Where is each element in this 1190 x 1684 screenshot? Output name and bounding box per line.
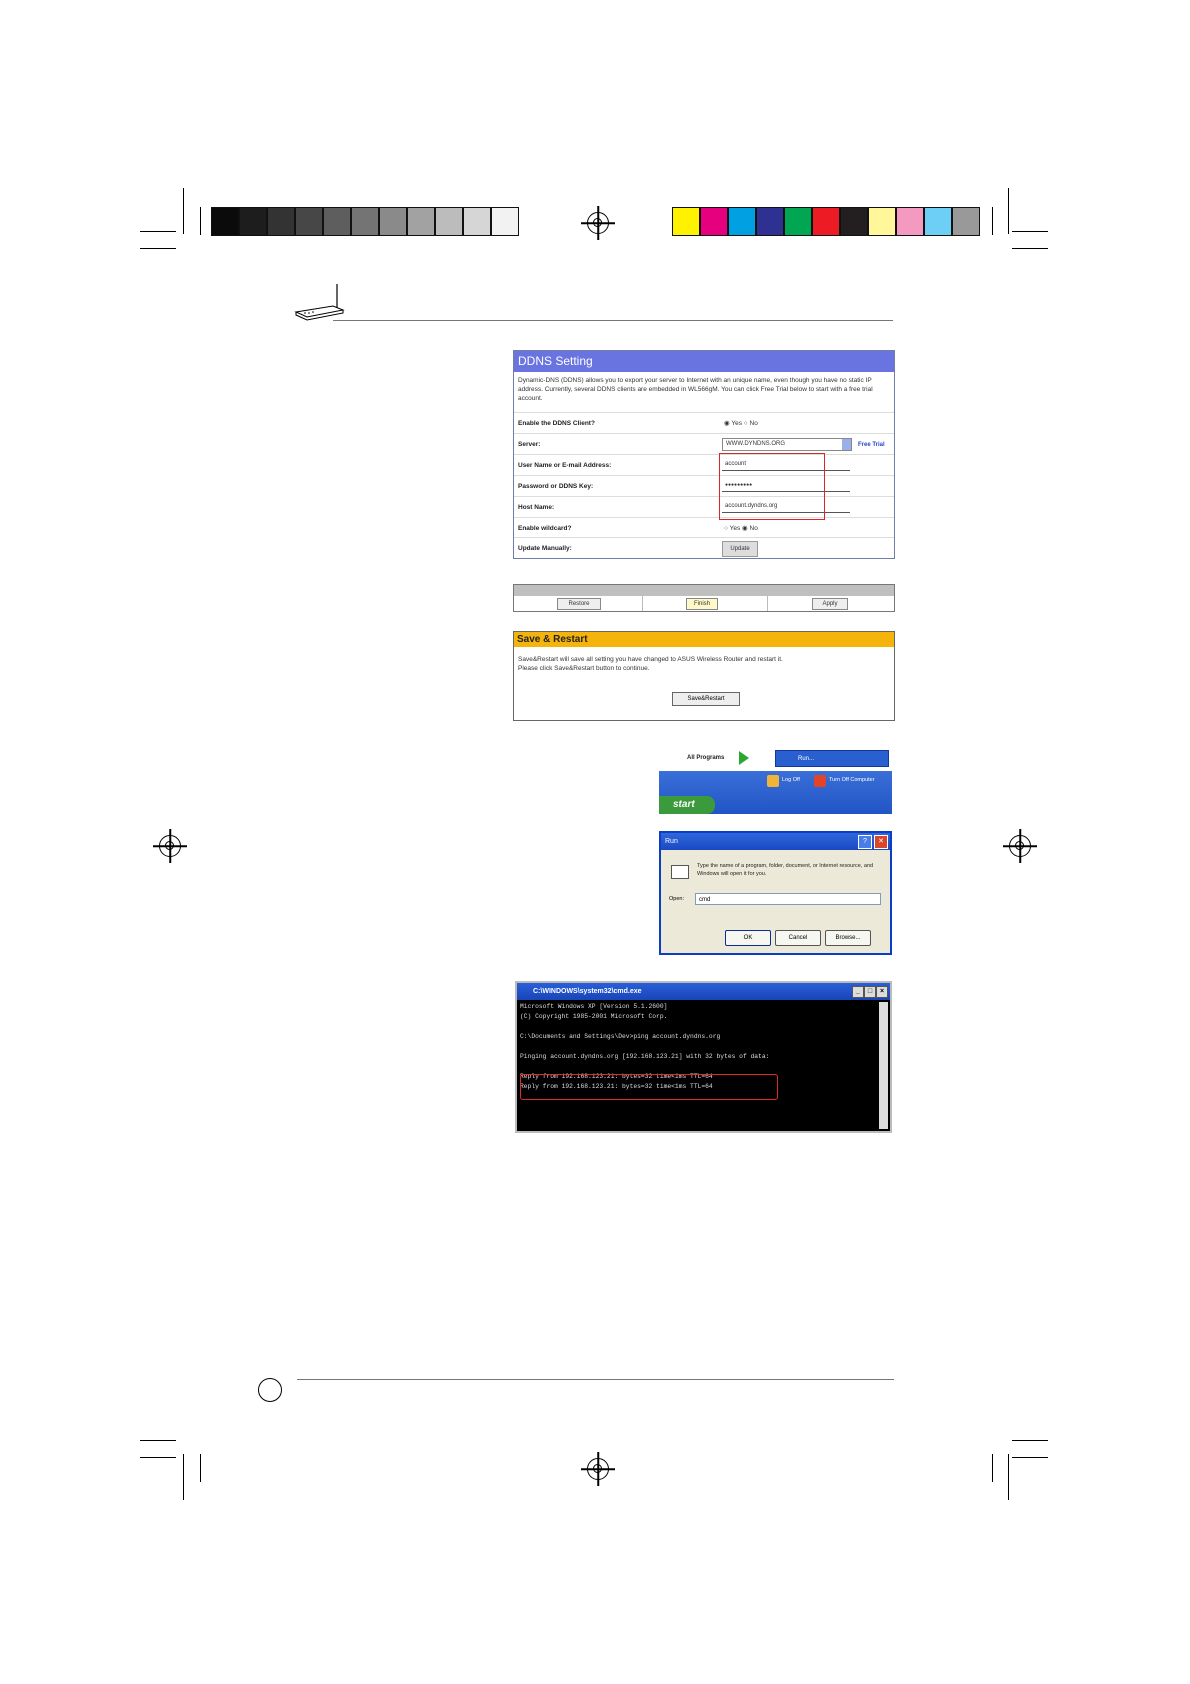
crop-mark — [140, 231, 176, 232]
crop-mark — [1012, 231, 1048, 232]
save-restart-text: Save&Restart will save all setting you have changed to ASUS Wireless Router and restart it. — [518, 656, 783, 663]
maximize-icon[interactable]: □ — [864, 986, 876, 998]
run-dialog — [659, 831, 892, 955]
color-swatch — [239, 207, 267, 236]
run-menu-item[interactable]: Run... — [775, 750, 889, 767]
color-swatch — [924, 207, 952, 236]
registration-mark-icon — [1009, 835, 1031, 857]
cmd-line: Reply from 192.168.123.21: bytes=32 time<1ms TTL=64 — [520, 1073, 713, 1080]
crop-mark — [200, 207, 201, 235]
cmd-line — [520, 1022, 887, 1032]
cmd-line: C:\Documents and Settings\Dev>ping account.dyndns.org — [520, 1033, 721, 1040]
crop-mark — [183, 1454, 184, 1500]
all-programs-item[interactable]: All Programs — [687, 755, 725, 761]
ddns-row-enable: Enable the DDNS Client? ◉ Yes ○ No — [514, 412, 894, 434]
close-icon[interactable]: ✕ — [874, 835, 888, 849]
username-field[interactable]: account — [722, 458, 850, 471]
cmd-line — [520, 1042, 887, 1052]
arrow-right-icon — [739, 751, 749, 765]
hostname-field[interactable]: account.dyndns.org — [722, 500, 850, 513]
crop-mark — [992, 1454, 993, 1482]
cmd-line: Microsoft Windows XP [Version 5.1.2600] — [520, 1003, 668, 1010]
crop-mark — [992, 207, 993, 235]
finish-button[interactable]: Finish — [686, 598, 718, 610]
save-restart-text: Please click Save&Restart button to continue. — [518, 665, 650, 672]
header-rule — [333, 320, 893, 321]
color-swatch — [463, 207, 491, 236]
command-prompt-window — [515, 981, 892, 1133]
router-logo-icon — [293, 282, 345, 322]
browse-button[interactable]: Browse... — [825, 930, 871, 946]
crop-mark — [140, 1440, 176, 1441]
log-off-item[interactable]: Log Off — [782, 777, 800, 783]
minimize-icon[interactable]: _ — [852, 986, 864, 998]
wildcard-radio[interactable]: ○ Yes ◉ No — [724, 525, 758, 532]
action-button-bar — [513, 584, 895, 612]
crop-mark — [1012, 1440, 1048, 1441]
enable-ddns-radio[interactable]: ◉ Yes ○ No — [724, 420, 758, 427]
color-swatch — [351, 207, 379, 236]
ddns-description: Dynamic-DNS (DDNS) allows you to export your server to Internet with an unique name, even though you have no static IP address. Currently, several DDNS clients are embedded in WL566gM. You can click Free Trial below to start with a free trial account. — [518, 377, 873, 402]
save-restart-button[interactable]: Save&Restart — [672, 692, 740, 706]
ddns-row-update: Update Manually: Update — [514, 537, 894, 559]
crop-mark — [183, 188, 184, 234]
ddns-row-hostname: Host Name: account.dyndns.org — [514, 496, 894, 518]
help-icon[interactable]: ? — [858, 835, 872, 849]
crop-mark — [140, 248, 176, 249]
crop-mark — [140, 1457, 176, 1458]
ddns-title: DDNS Setting — [514, 351, 894, 372]
chevron-down-icon — [842, 439, 851, 450]
cmd-title: C:\WINDOWS\system32\cmd.exe — [533, 988, 642, 995]
ok-button[interactable]: OK — [725, 930, 771, 946]
color-swatch — [323, 207, 351, 236]
color-swatch — [728, 207, 756, 236]
run-dialog-title: Run — [665, 838, 678, 845]
highlight-box — [719, 453, 825, 520]
run-message: Type the name of a program, folder, document, or Internet resource, and Windows will open it for you. — [697, 863, 874, 877]
registration-mark-icon — [587, 212, 609, 234]
password-field[interactable]: ●●●●●●●●● — [722, 479, 850, 492]
server-select[interactable]: WWW.DYNDNS.ORG — [722, 438, 852, 451]
color-swatch — [868, 207, 896, 236]
restore-button[interactable]: Restore — [557, 598, 601, 610]
color-swatch — [812, 207, 840, 236]
save-restart-panel — [513, 631, 895, 721]
highlight-box — [520, 1074, 778, 1100]
run-icon — [671, 865, 689, 879]
page-number-circle — [258, 1378, 282, 1402]
color-swatch — [295, 207, 323, 236]
color-swatch — [672, 207, 700, 236]
footer-rule — [297, 1379, 894, 1380]
cmd-line — [520, 1062, 887, 1072]
start-button[interactable]: start — [659, 796, 715, 814]
color-swatch — [379, 207, 407, 236]
crop-mark — [1012, 248, 1048, 249]
cmd-line: Reply from 192.168.123.21: bytes=32 time<1ms TTL=64 — [520, 1083, 713, 1090]
color-swatch — [952, 207, 980, 236]
cmd-line: (C) Copyright 1985-2001 Microsoft Corp. — [520, 1013, 668, 1020]
start-menu — [659, 747, 892, 814]
color-swatch — [756, 207, 784, 236]
registration-mark-icon — [587, 1458, 609, 1480]
scrollbar[interactable] — [879, 1002, 888, 1129]
color-swatch — [840, 207, 868, 236]
crop-mark — [200, 1454, 201, 1482]
turn-off-item[interactable]: Turn Off Computer — [829, 777, 875, 783]
open-label: Open: — [669, 896, 684, 902]
power-icon — [814, 775, 826, 787]
apply-button[interactable]: Apply — [812, 598, 848, 610]
cmd-line: Pinging account.dyndns.org [192.168.123.21] with 32 bytes of data: — [520, 1053, 770, 1060]
color-swatch — [211, 207, 239, 236]
color-swatch — [896, 207, 924, 236]
registration-mark-icon — [159, 835, 181, 857]
color-swatch — [700, 207, 728, 236]
log-off-icon — [767, 775, 779, 787]
update-button[interactable]: Update — [722, 541, 758, 557]
ddns-row-server: Server: WWW.DYNDNS.ORG Free Trial — [514, 433, 894, 455]
cancel-button[interactable]: Cancel — [775, 930, 821, 946]
crop-mark — [1012, 1457, 1048, 1458]
free-trial-link[interactable]: Free Trial — [858, 442, 885, 448]
crop-mark — [1008, 188, 1009, 234]
close-icon[interactable]: × — [876, 986, 888, 998]
open-input[interactable]: cmd — [695, 893, 881, 905]
ddns-row-password: Password or DDNS Key: ●●●●●●●●● — [514, 475, 894, 497]
save-restart-title: Save & Restart — [514, 632, 894, 647]
color-swatch — [784, 207, 812, 236]
color-swatch — [267, 207, 295, 236]
color-swatch — [491, 207, 519, 236]
color-swatch — [435, 207, 463, 236]
color-swatch — [407, 207, 435, 236]
ddns-row-wildcard: Enable wildcard? ○ Yes ◉ No — [514, 517, 894, 539]
ddns-row-username: User Name or E-mail Address: account — [514, 454, 894, 476]
ddns-setting-panel — [513, 350, 895, 559]
crop-mark — [1008, 1454, 1009, 1500]
